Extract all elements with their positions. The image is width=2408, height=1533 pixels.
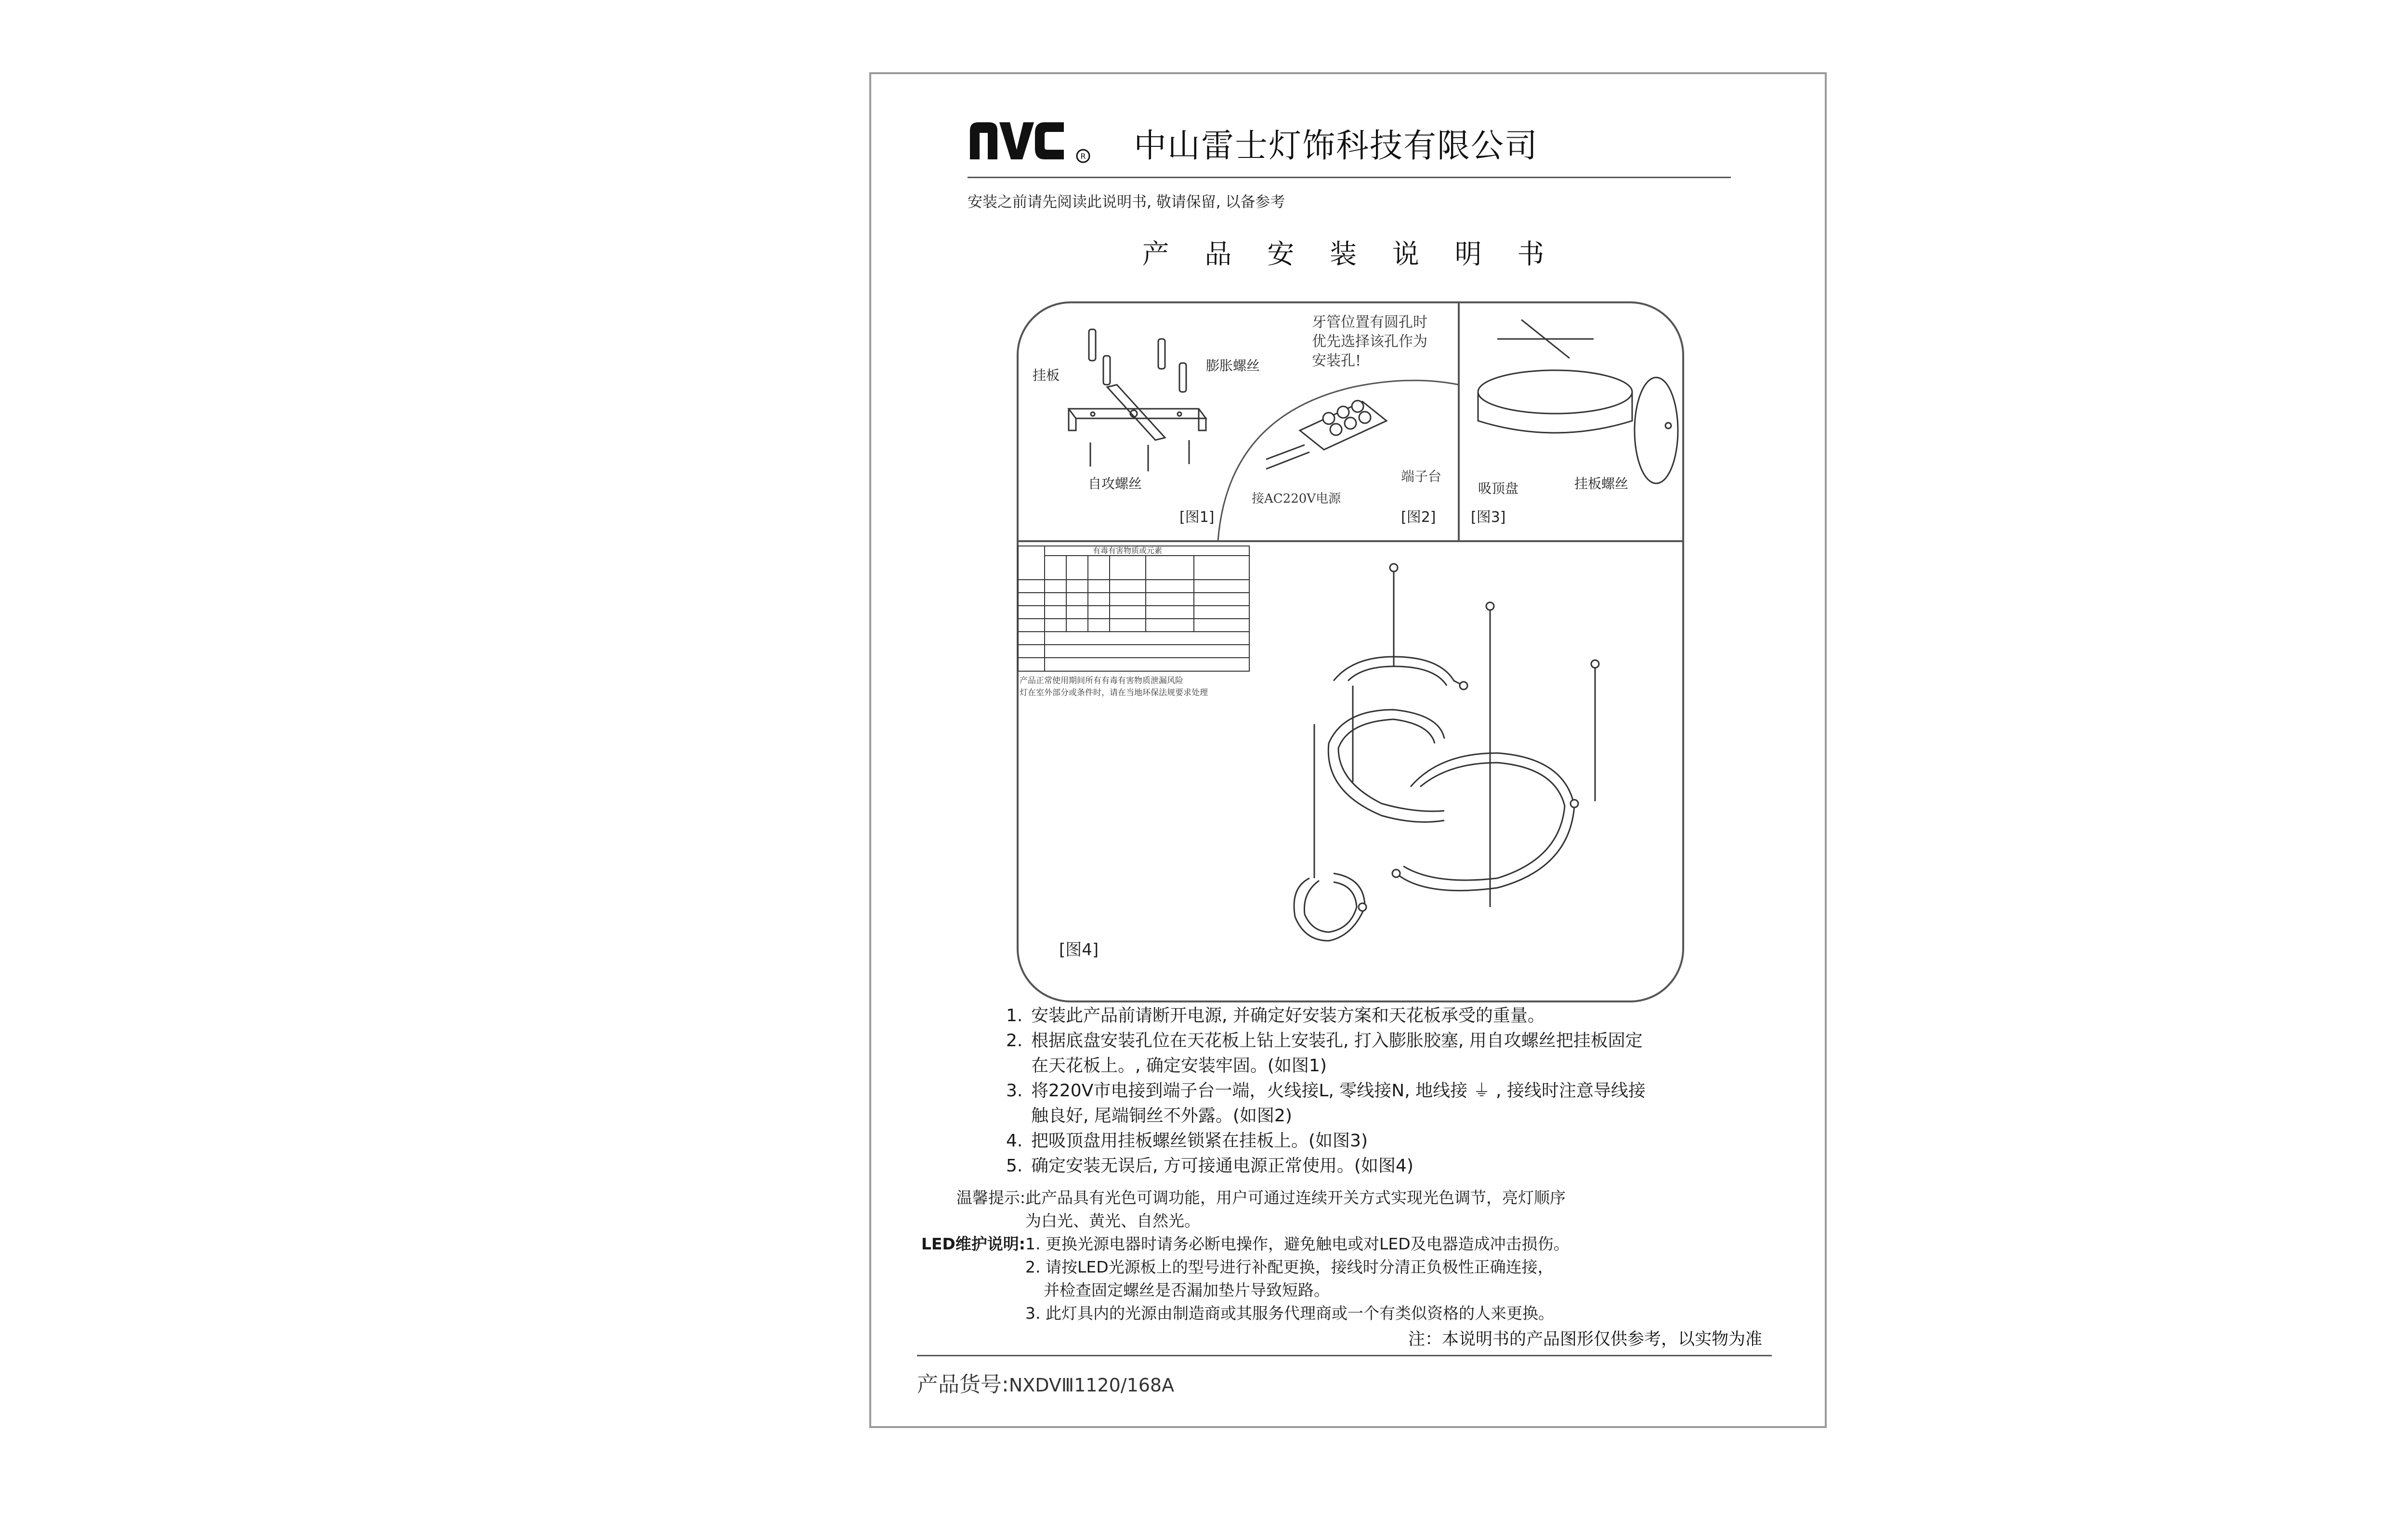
led-item-line: 更换光源电器时请务必断电操作，避免触电或对LED及电器造成冲击损伤。	[1046, 1234, 1570, 1253]
read-first-notice: 安装之前请先阅读此说明书, 敬请保留, 以备参考	[968, 194, 1285, 211]
nvc-logo	[968, 114, 1093, 167]
led-item-3	[1025, 1302, 1806, 1325]
fig1-caption: [图1]	[1179, 509, 1215, 526]
fig2-note-line3: 安装孔!	[1312, 352, 1361, 369]
hazard-note-line2: 灯在室外部分或条件时，请在当地环保法规要求处理	[1020, 688, 1208, 698]
step-line: 将220V市电接到端子台一端，火线接L, 零线接N, 地线接 ⏚ , 接线时注意导线接	[1031, 1081, 1646, 1101]
step-4	[1006, 1129, 1757, 1154]
step-number: 3.	[1006, 1081, 1023, 1101]
led-item-line: 请按LED光源板上的型号进行补配更换，接线时分清正负极性正确连接，	[1046, 1258, 1554, 1276]
product-code-value: NXDVⅢ1120/168A	[1008, 1375, 1175, 1396]
warm-tip-line: 为白光、黄光、自然光。	[1025, 1211, 1200, 1230]
step-line: 确定安装无误后, 方可接通电源正常使用。(如图4)	[1031, 1156, 1413, 1176]
warm-tip-line: 此产品具有光色可调功能，用户可通过连续开关方式实现光色调节，亮灯顺序	[1025, 1188, 1566, 1207]
document-title: 产 品 安 装 说 明 书	[1142, 239, 1558, 270]
fig2-note-line2: 优先选择该孔作为	[1312, 333, 1427, 350]
figures-panel	[1016, 300, 1685, 1003]
fig1-hanging-plate-label: 挂板	[1033, 367, 1060, 383]
step-number: 1.	[1006, 1006, 1023, 1026]
led-item-number: 1.	[1025, 1234, 1041, 1253]
led-item-2	[1025, 1256, 1806, 1279]
led-maintenance-label: LED维护说明:	[921, 1234, 1025, 1253]
step-2	[1006, 1028, 1757, 1078]
warm-tip-label: 温馨提示:	[956, 1188, 1025, 1207]
step-number: 5.	[1006, 1156, 1023, 1176]
footer-rule	[917, 1355, 1772, 1356]
step-number: 4.	[1006, 1131, 1023, 1151]
step-line: 根据底盘安装孔位在天花板上钻上安装孔, 打入膨胀胶塞, 用自攻螺丝把挂板固定	[1031, 1031, 1643, 1051]
warm-tip	[900, 1186, 1806, 1233]
fig1-self-tapping-screw-label: 自攻螺丝	[1088, 476, 1142, 492]
led-maintenance	[900, 1233, 1806, 1325]
step-number: 2.	[1006, 1031, 1023, 1051]
hazard-note-line1: 产品正常使用期间所有有毒有害物质泄漏风险	[1020, 676, 1183, 686]
led-item-line: 此灯具内的光源由制造商或其服务代理商或一个有类似资格的人来更换。	[1046, 1304, 1554, 1323]
header-rule	[968, 177, 1731, 178]
company-name: 中山雷士灯饰科技有限公司	[1134, 127, 1539, 165]
product-code	[917, 1367, 1174, 1398]
instruction-sheet	[869, 72, 1827, 1428]
led-item-number: 3.	[1025, 1304, 1041, 1323]
footnote: 注：本说明书的产品图形仅供参考，以实物为准	[1408, 1330, 1762, 1349]
step-3	[1006, 1078, 1757, 1129]
tips-section	[900, 1186, 1806, 1325]
svg-text:R: R	[1080, 152, 1086, 161]
step-line: 在天花板上。, 确定安装牢固。(如图1)	[1031, 1056, 1327, 1076]
step-5	[1006, 1154, 1757, 1179]
fig1-expansion-screw-label: 膨胀螺丝	[1206, 358, 1260, 374]
fig2-caption: [图2]	[1401, 509, 1436, 526]
step-line: 把吸顶盘用挂板螺丝锁紧在挂板上。(如图3)	[1031, 1131, 1368, 1151]
fig2-terminal-label: 端子台	[1401, 468, 1442, 484]
led-item-1	[1025, 1233, 1806, 1256]
led-item-number: 2.	[1025, 1258, 1041, 1276]
hazard-table-caption: 有毒有害物质或元素	[1093, 546, 1163, 555]
fig3-ceiling-plate-label: 吸顶盘	[1478, 481, 1519, 496]
step-1	[1006, 1003, 1757, 1028]
fig2-note-line1: 牙管位置有圆孔时	[1312, 314, 1427, 331]
fig2-power-label: 接AC220V电源	[1252, 492, 1341, 506]
product-code-label: 产品货号:	[917, 1372, 1009, 1397]
led-item-line: 并检查固定螺丝是否漏加垫片导致短路。	[1044, 1281, 1330, 1299]
installation-steps	[1006, 1003, 1757, 1179]
fig3-caption: [图3]	[1471, 509, 1506, 526]
fig3-plate-screw-label: 挂板螺丝	[1574, 476, 1629, 492]
fig4-caption: [图4]	[1059, 940, 1099, 960]
step-line: 触良好, 尾端铜丝不外露。(如图2)	[1031, 1106, 1292, 1126]
step-line: 安装此产品前请断开电源, 并确定好安装方案和天花板承受的重量。	[1031, 1006, 1545, 1026]
